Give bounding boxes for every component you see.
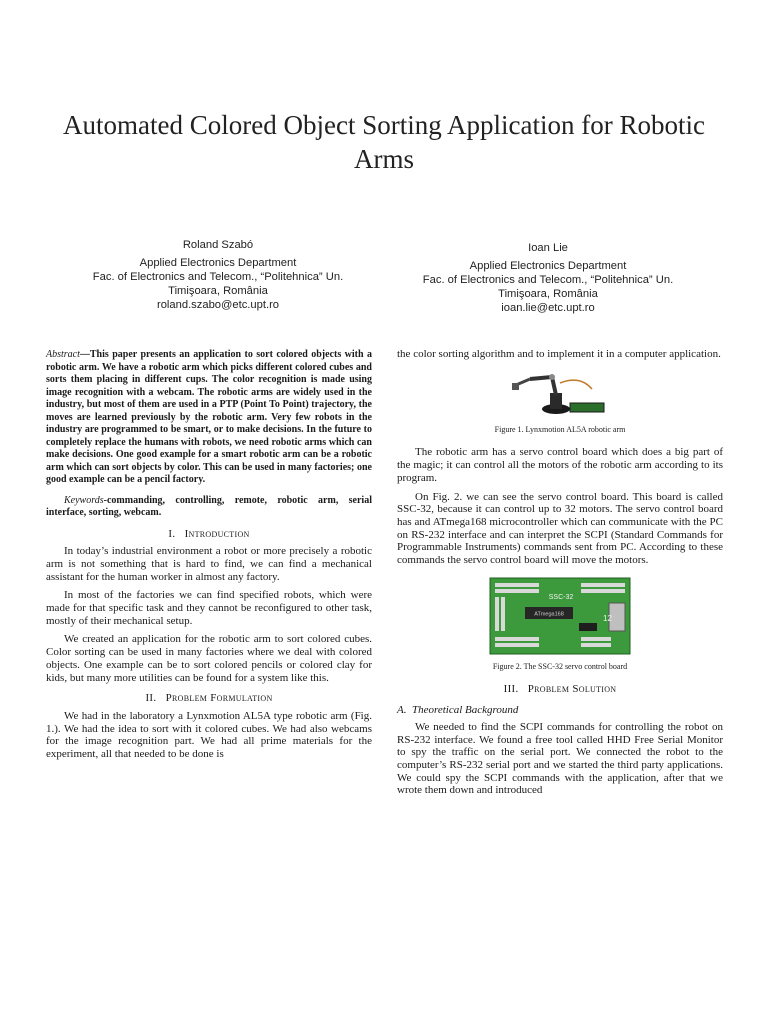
author-city: Timişoara, România: [168, 285, 268, 297]
author-name: Ioan Lie: [528, 242, 568, 254]
author-city: Timişoara, România: [498, 288, 598, 300]
paragraph: We needed to find the SCPI commands for controlling the robot on RS-232 interface. We found a free tool called HHD Free Serial Monitor to spy the traffic on the serial port. We connected the robot to the computer’s RS-232 serial port and we started the third party applications. We could spy the SCPI commands with the application, after that we wrote them down and introduced: [397, 720, 723, 797]
figure-2-caption: Figure 2. The SSC-32 servo control board: [492, 661, 628, 671]
author-dept: Applied Electronics Department: [139, 257, 297, 269]
paragraph: On Fig. 2. we can see the servo control board. This board is called SSC-32, because it can control up to 32 motors. The servo control board has and ATmega168 microcontroller which can communicate with the PC on RS-232 interface and can interpret the SCPI (Standard Commands for Programmable Instruments) commands sent from PC. According to these commands the servo control board will move the motors.: [397, 490, 723, 567]
right-column: [397, 348, 723, 797]
paragraph: We created an application for the robotic arm to sort colored cubes. Color sorting can be used in many factories where we deal with colored objects. One example can be to sort colored pencils or colored clay for kids, but many more utilities can be found for a system like this.: [46, 633, 372, 684]
author-email: ioan.lie@etc.upt.ro: [501, 302, 595, 314]
keywords-text: -commanding, controlling, remote, robotic arm, serial interface, sorting, webcam.: [46, 494, 372, 518]
section-heading-problem-formulation: II. Problem Formulation: [145, 692, 273, 705]
servo-board-figure: [489, 577, 631, 655]
subsection-heading: A. Theoretical Background: [397, 704, 519, 717]
keywords: [46, 495, 372, 520]
abstract-text: —This paper presents an application to sort colored objects with a robotic arm. We have a robotic arm which picks different colored cubes and sorts them placing in different cups. The color recognition is made using image recognition with a webcam. The robotic arms are widely used in the industry, but most of them are used in a PTP (Point To Point) trajectory, the moves are learned previously by the robotic arm. Very few robots in the industry are programmed to be smart, or to make decisions. In the future to completely replace the humans with robots, we need robotic arms which can make decisions. One good example for a smart robotic arm can be a robotic arm which can sort objects by color. This can be used in many factories; one good example can be a pencil factory.: [46, 349, 372, 485]
author-faculty: Fac. of Electronics and Telecom., “Politehnica” Un.: [422, 274, 674, 286]
section-heading-introduction: I. Introduction: [168, 527, 250, 540]
connector-label: 12: [603, 613, 612, 623]
abstract-label: Abstract: [46, 349, 80, 360]
left-column: [46, 349, 372, 761]
board-label: SSC-32: [548, 593, 574, 601]
section-heading-problem-solution: III. Problem Solution: [503, 683, 617, 696]
author-dept: Applied Electronics Department: [469, 260, 627, 272]
abstract: [46, 349, 372, 487]
author-faculty: Fac. of Electronics and Telecom., “Politehnica” Un.: [92, 271, 344, 283]
keywords-label: Keywords: [64, 494, 104, 506]
figure-1-caption: Figure 1. Lynxmotion AL5A robotic arm: [494, 424, 626, 434]
author-block-1: [78, 238, 358, 312]
paragraph: the color sorting algorithm and to implement it in a computer application.: [397, 348, 721, 360]
paragraph: In most of the factories we can find specified robots, which were made for that specific task and they cannot be reconfigured to other task, mostly of their mechanical setup.: [46, 589, 372, 627]
paragraph: The robotic arm has a servo control board which does a big part of the magic; it can control all the motors of the robotic arm according to its program.: [397, 446, 723, 484]
chip-label: ATmega168: [534, 611, 564, 618]
author-block-2: [408, 241, 688, 315]
author-name: Roland Szabó: [182, 239, 254, 251]
paragraph: We had in the laboratory a Lynxmotion AL5A type robotic arm (Fig. 1.). We had the idea to sort with it colored cubes. We had also webcams for the image recognition part. We had all prime materials for the experiment, all that needed to be done is: [46, 709, 372, 761]
paragraph: In today’s industrial environment a robot or more precisely a robotic arm is not something that is hard to find, we can find a mechanical assistant for the human worker in almost any factory.: [46, 545, 372, 583]
author-email: roland.szabo@etc.upt.ro: [156, 299, 280, 311]
robotic-arm-figure: [510, 369, 610, 421]
paper-title: Automated Colored Object Sorting Application for Robotic Arms: [63, 110, 705, 174]
